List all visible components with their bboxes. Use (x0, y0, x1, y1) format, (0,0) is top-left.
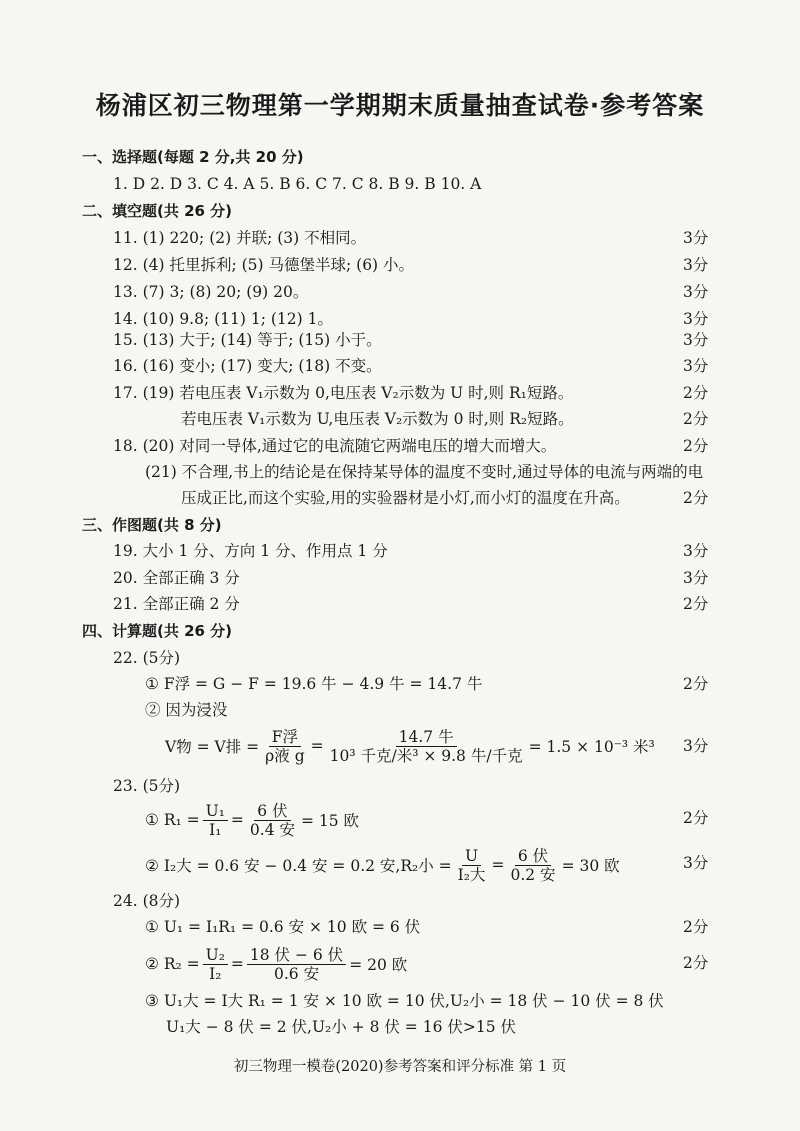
q24-step1: ① U₁ = I₁R₁ = 0.6 安 × 10 欧 = 6 伏 (145, 918, 421, 936)
fraction-numerator: 6 伏 (254, 802, 290, 821)
score-12: 3分 (683, 256, 709, 274)
answer-line-13: 13. (7) 3; (8) 20; (9) 20。 (113, 283, 309, 301)
q17-prefix: 17. (19) (113, 384, 180, 402)
q22-volume-formula (165, 724, 655, 768)
q22-step1: ① F浮 = G − F = 19.6 牛 − 4.9 牛 = 14.7 牛 (145, 675, 483, 693)
score-13: 3分 (683, 283, 709, 301)
q24-s2-lhs: ② R₂ = (145, 955, 200, 973)
equals-sign: = (230, 811, 244, 829)
answer-line-18c: 压成正比,而这个实验,用的实验器材是小灯,而小灯的温度在升高。 (181, 489, 630, 507)
q24-step3-line1: ③ U₁大 = I大 R₁ = 1 安 × 10 欧 = 10 伏,U₂小 = 18 伏 − 10 伏 = 8 伏 (145, 992, 664, 1010)
score-23-step2: 3分 (683, 854, 709, 872)
fraction-denominator: 0.4 安 (249, 820, 295, 839)
fraction-denominator: I₁ (209, 820, 222, 839)
score-21: 2分 (683, 595, 709, 613)
q17-text-1: 若电压表 V₁示数为 0,电压表 V₂示数为 U 时,则 R₁短路。 (179, 384, 574, 402)
section-heading-choice: 一、选择题(每题 2 分,共 20 分) (82, 148, 304, 166)
score-16: 3分 (683, 357, 709, 375)
equals-sign: = (491, 856, 505, 874)
answer-line-19: 19. 大小 1 分、方向 1 分、作用点 1 分 (113, 542, 388, 560)
answer-line-16: 16. (16) 变小; (17) 变大; (18) 不变。 (113, 357, 382, 375)
score-11: 3分 (683, 229, 709, 247)
q24-heading: 24. (8分) (113, 892, 181, 910)
fraction-numerator: U₂ (203, 946, 228, 965)
q22-heading: 22. (5分) (113, 649, 181, 667)
fraction-values (247, 946, 346, 983)
q24-s2-result: = 20 欧 (349, 956, 408, 974)
fraction-u-over-i2 (455, 847, 489, 884)
fraction-values (247, 802, 298, 839)
score-17a: 2分 (683, 384, 709, 402)
q23-s2-result: = 30 欧 (561, 857, 620, 875)
q23-r1-formula (145, 798, 359, 842)
score-22-step1: 2分 (683, 675, 709, 693)
answer-line-18a: 18. (20) 对同一导体,通过它的电流随它两端电压的增大而增大。 (113, 437, 557, 455)
choice-answers: 1. D 2. D 3. C 4. A 5. B 6. C 7. C 8. B 9. B 10. A (113, 175, 482, 193)
score-24-step2: 2分 (683, 954, 709, 972)
fraction-u2-over-i2 (203, 946, 228, 983)
answer-line-18b: (21) 不合理,书上的结论是在保持某导体的温度不变时,通过导体的电流与两端的电 (145, 463, 704, 481)
fraction-values (327, 728, 526, 765)
section-heading-fill: 二、填空题(共 26 分) (82, 202, 233, 220)
answer-line-11: 11. (1) 220; (2) 并联; (3) 不相同。 (113, 229, 367, 247)
q24-r2-formula (145, 942, 407, 986)
answer-line-15: 15. (13) 大于; (14) 等于; (15) 小于。 (113, 331, 382, 349)
score-20: 3分 (683, 569, 709, 587)
score-23-step1: 2分 (683, 809, 709, 827)
fraction-denominator: I₂大 (457, 865, 486, 884)
fraction-numerator: U₁ (203, 802, 228, 821)
fraction-values (507, 847, 558, 884)
fraction-u1-over-i1 (203, 802, 228, 839)
score-18b: 2分 (683, 489, 709, 507)
q23-s2-lhs: ② I₂大 = 0.6 安 − 0.4 安 = 0.2 安,R₂小 = (145, 857, 452, 875)
answer-line-17b: 若电压表 V₁示数为 U,电压表 V₂示数为 0 时,则 R₂短路。 (181, 410, 574, 428)
section-heading-calculation: 四、计算题(共 26 分) (82, 622, 233, 640)
answer-line-12: 12. (4) 托里拆利; (5) 马德堡半球; (6) 小。 (113, 256, 415, 274)
equals-sign: = (230, 955, 244, 973)
score-18a: 2分 (683, 437, 709, 455)
q23-s1-lhs: ① R₁ = (145, 811, 200, 829)
fraction-denominator: I₂ (209, 964, 222, 983)
section-heading-drawing: 三、作图题(共 8 分) (82, 516, 222, 534)
q22-step2: ② 因为浸没 (145, 701, 228, 719)
answer-line-14: 14. (10) 9.8; (11) 1; (12) 1。 (113, 310, 333, 328)
answer-line-21: 21. 全部正确 2 分 (113, 595, 240, 613)
fraction-denominator: 0.2 安 (510, 865, 556, 884)
page-title: 杨浦区初三物理第一学期期末质量抽查试卷·参考答案 (95, 91, 705, 120)
fraction-numerator: 6 伏 (515, 847, 551, 866)
score-22-step2: 3分 (683, 737, 709, 755)
score-19: 3分 (683, 542, 709, 560)
fraction-denominator: ρ液 g (265, 746, 305, 765)
q23-s1-result: = 15 欧 (300, 812, 360, 830)
equals-sign: = (310, 737, 324, 755)
answer-line-17a (113, 383, 573, 403)
page-footer: 初三物理一模卷(2020)参考答案和评分标准 第 1 页 (233, 1059, 567, 1075)
q23-r2-formula (145, 843, 620, 887)
fraction-numerator: F浮 (269, 728, 301, 747)
fraction-buoyancy-over-density (262, 728, 307, 765)
q23-heading: 23. (5分) (113, 777, 181, 795)
score-15: 3分 (683, 331, 709, 349)
fraction-numerator: 18 伏 − 6 伏 (247, 946, 346, 965)
fraction-numerator: U (462, 847, 481, 866)
score-14: 3分 (683, 310, 709, 328)
q22-formula-result: = 1.5 × 10⁻³ 米³ (528, 738, 655, 756)
score-17b: 2分 (683, 410, 709, 428)
q22-formula-lhs: V物 = V排 = (165, 738, 260, 756)
fraction-numerator: 14.7 牛 (396, 728, 457, 747)
fraction-denominator: 0.6 安 (274, 964, 320, 983)
score-24-step1: 2分 (683, 918, 709, 936)
q24-step3-line2: U₁大 − 8 伏 = 2 伏,U₂小 + 8 伏 = 16 伏>15 伏 (166, 1018, 516, 1036)
fraction-denominator: 10³ 千克/米³ × 9.8 牛/千克 (329, 746, 523, 765)
answer-line-20: 20. 全部正确 3 分 (113, 569, 240, 587)
